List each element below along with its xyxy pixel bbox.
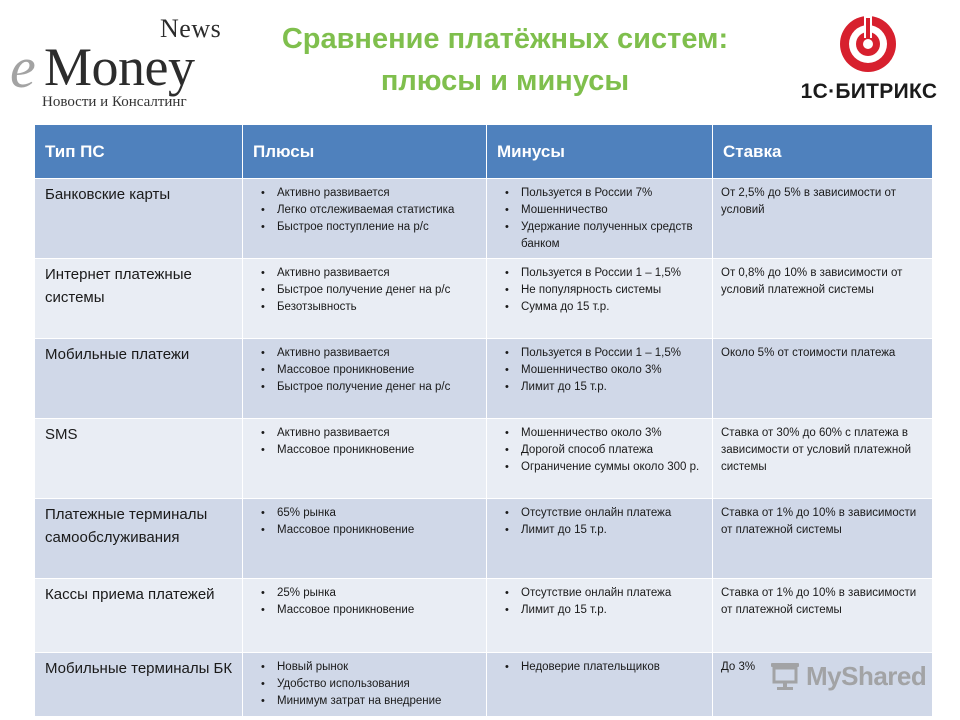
pro-item: • Активно развивается [267,345,478,362]
cons-list [495,505,704,539]
pro-item: • Удобство использования [267,676,478,693]
con-item: • Мошенничество около 3% [511,425,704,442]
table-row [35,419,933,499]
page-title [245,18,765,102]
con-item: • Лимит до 15 т.р. [511,379,704,396]
logo-e-letter: e [10,35,36,100]
con-item: • Мошенничество около 3% [511,362,704,379]
table-row [35,179,933,259]
table-row [35,579,933,653]
title-line-2: плюсы и минусы [380,65,630,97]
pro-item: • Быстрое получение денег на р/с [267,379,478,396]
cell-cons [487,579,713,653]
column-header-rate: Ставка [713,125,933,179]
con-item: • Дорогой способ платежа [511,442,704,459]
pro-item: • Активно развивается [267,185,478,202]
watermark-text: MyShared [806,660,927,691]
con-item: • Отсутствие онлайн платежа [511,585,704,602]
cell-pros [243,499,487,579]
cons-list [495,425,704,476]
cell-payment-type: Мобильные платежи [35,339,243,419]
pro-item: • Массовое проникновение [267,602,478,619]
con-item: • Лимит до 15 т.р. [511,522,704,539]
pros-list [251,345,478,396]
con-item: • Пользуется в России 1 – 1,5% [511,345,704,362]
cons-list [495,345,704,396]
cell-rate: Ставка от 30% до 60% с платежа в зависимости от условий платежной системы [713,419,933,499]
con-item: • Отсутствие онлайн платежа [511,505,704,522]
table-header-row [35,125,933,179]
pros-list [251,659,478,710]
cell-pros [243,419,487,499]
pro-item: • Массовое проникновение [267,522,478,539]
con-item: • Пользуется в России 7% [511,185,704,202]
cell-rate: Ставка от 1% до 10% в зависимости от платежной системы [713,499,933,579]
cons-list [495,185,704,253]
cell-payment-type: Мобильные терминалы БК [35,653,243,717]
cons-list [495,659,704,676]
con-item: • Недоверие плательщиков [511,659,704,676]
cell-cons [487,179,713,259]
pro-item: • Активно развивается [267,425,478,442]
presentation-icon [768,659,802,693]
con-item: • Пользуется в России 1 – 1,5% [511,265,704,282]
cell-payment-type: SMS [35,419,243,499]
pro-item: • 65% рынка [267,505,478,522]
emoney-logo [10,14,235,114]
pro-item: • Быстрое получение денег на р/с [267,282,478,299]
pro-item: • Безотзывность [267,299,478,316]
con-item: • Лимит до 15 т.р. [511,602,704,619]
pros-list [251,185,478,236]
column-header-cons: Минусы [487,125,713,179]
logo-subtitle: Новости и Консалтинг [42,94,187,110]
cell-payment-type: Платежные терминалы самообслуживания [35,499,243,579]
pros-list [251,505,478,539]
cell-pros [243,653,487,717]
logo-money-text: Money [44,37,195,97]
title-line-1: Сравнение платёжных систем: [281,23,729,55]
cell-rate: Ставка от 1% до 10% в зависимости от платежной системы [713,579,933,653]
pros-list [251,265,478,316]
con-item: • Удержание полученных средств банком [511,219,704,253]
logo-news-text: News [160,14,222,43]
cell-cons [487,419,713,499]
pro-item: • Новый рынок [267,659,478,676]
con-item: • Ограничение суммы около 300 р. [511,459,704,476]
bitrix-logo [796,14,946,110]
pro-item: • Минимум затрат на внедрение [267,693,478,710]
pros-list [251,425,478,459]
pro-item: • Массовое проникновение [267,362,478,379]
cell-cons [487,499,713,579]
cell-payment-type: Интернет платежные системы [35,259,243,339]
pro-item: • 25% рынка [267,585,478,602]
cell-rate: Около 5% от стоимости платежа [713,339,933,419]
cell-payment-type: Кассы приема платежей [35,579,243,653]
table-row [35,259,933,339]
myshared-watermark [768,656,928,696]
cell-pros [243,579,487,653]
payment-systems-table [34,124,933,717]
cell-cons [487,653,713,717]
bitrix-wordmark: 1С·БИТРИКС [800,80,938,103]
pro-item: • Легко отслеживаемая статистика [267,202,478,219]
con-item: • Сумма до 15 т.р. [511,299,704,316]
pro-item: • Массовое проникновение [267,442,478,459]
cons-list [495,265,704,316]
con-item: • Мошенничество [511,202,704,219]
pro-item: • Быстрое поступление на р/с [267,219,478,236]
column-header-type: Тип ПС [35,125,243,179]
table-row [35,339,933,419]
cell-cons [487,339,713,419]
cell-rate: До 3% [713,653,933,717]
cell-rate: От 2,5% до 5% в зависимости от условий [713,179,933,259]
column-header-pros: Плюсы [243,125,487,179]
cons-list [495,585,704,619]
cell-cons [487,259,713,339]
cell-rate: От 0,8% до 10% в зависимости от условий платежной системы [713,259,933,339]
cell-pros [243,179,487,259]
con-item: • Не популярность системы [511,282,704,299]
cell-pros [243,259,487,339]
table-row [35,499,933,579]
bitrix-mark-icon [838,14,898,74]
cell-payment-type: Банковские карты [35,179,243,259]
pro-item: • Активно развивается [267,265,478,282]
pros-list [251,585,478,619]
cell-pros [243,339,487,419]
